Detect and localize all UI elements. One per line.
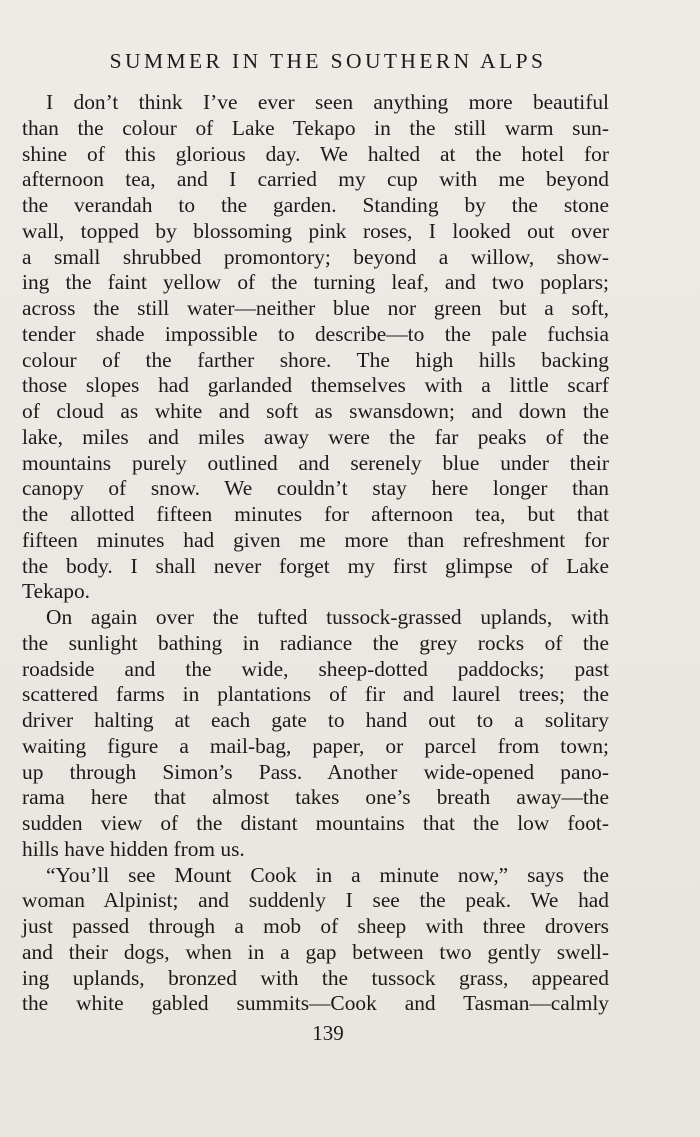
running-head: SUMMER IN THE SOUTHERN ALPS bbox=[109, 49, 547, 73]
text-line: roadside and the wide, sheep-dotted paddocks; past bbox=[22, 656, 609, 681]
text-line: waiting figure a mail-bag, paper, or parcel from town; bbox=[22, 733, 609, 758]
text-line: the verandah to the garden. Standing by the stone bbox=[22, 193, 609, 217]
text-line: driver halting at each gate to hand out to a solitary bbox=[22, 708, 609, 732]
text-line: the white gabled summits—Cook and Tasman—calmly bbox=[22, 991, 609, 1016]
text-line: ing uplands, bronzed with the tussock grass, appeared bbox=[22, 965, 609, 990]
text-line: colour of the farther shore. The high hills backing bbox=[22, 347, 609, 372]
text-line: hills have hidden from us. bbox=[22, 836, 245, 861]
text-line: ing the faint yellow of the turning leaf, and two poplars; bbox=[22, 270, 609, 295]
text-line: than the colour of Lake Tekapo in the still warm sun- bbox=[22, 115, 609, 140]
body-text bbox=[22, 90, 609, 1017]
text-line: scattered farms in plantations of fir and laurel trees; the bbox=[22, 682, 609, 707]
text-line: Tekapo. bbox=[22, 579, 90, 604]
text-line: On again over the tufted tussock-grassed uplands, with bbox=[46, 605, 609, 629]
text-line: lake, miles and miles away were the far peaks of the bbox=[22, 424, 609, 449]
text-line: up through Simon’s Pass. Another wide-opened pano- bbox=[22, 759, 609, 784]
text-line: those slopes had garlanded themselves with a little scarf bbox=[22, 373, 609, 398]
text-line: sudden view of the distant mountains that the low foot- bbox=[22, 811, 609, 835]
text-line: of cloud as white and soft as swansdown; and down the bbox=[22, 399, 609, 423]
page-number: 139 bbox=[312, 1021, 344, 1045]
text-line: across the still water—neither blue nor green but a soft, bbox=[22, 296, 609, 320]
text-line: a small shrubbed promontory; beyond a willow, show- bbox=[22, 244, 609, 269]
text-line: just passed through a mob of sheep with three drovers bbox=[22, 914, 609, 938]
text-line: wall, topped by blossoming pink roses, I looked out over bbox=[22, 218, 609, 243]
text-line: fifteen minutes had given me more than refreshment for bbox=[22, 527, 609, 552]
text-line: mountains purely outlined and serenely blue under their bbox=[22, 450, 609, 475]
text-line: rama here that almost takes one’s breath away—the bbox=[22, 785, 609, 810]
text-line: I don’t think I’ve ever seen anything more beautiful bbox=[46, 90, 609, 114]
text-line: the allotted fifteen minutes for afternoon tea, but that bbox=[22, 502, 609, 526]
text-line: and their dogs, when in a gap between two gently swell- bbox=[22, 939, 609, 964]
text-line: “You’ll see Mount Cook in a minute now,” says the bbox=[46, 862, 609, 887]
text-line: tender shade impossible to describe—to the pale fuchsia bbox=[22, 321, 609, 346]
text-line: shine of this glorious day. We halted at the hotel for bbox=[22, 141, 609, 166]
text-line: canopy of snow. We couldn’t stay here longer than bbox=[22, 476, 609, 501]
text-line: the sunlight bathing in radiance the grey rocks of the bbox=[22, 630, 609, 655]
text-line: the body. I shall never forget my first glimpse of Lake bbox=[22, 553, 609, 578]
text-line: woman Alpinist; and suddenly I see the peak. We had bbox=[22, 888, 609, 913]
text-line: afternoon tea, and I carried my cup with me beyond bbox=[22, 167, 609, 192]
